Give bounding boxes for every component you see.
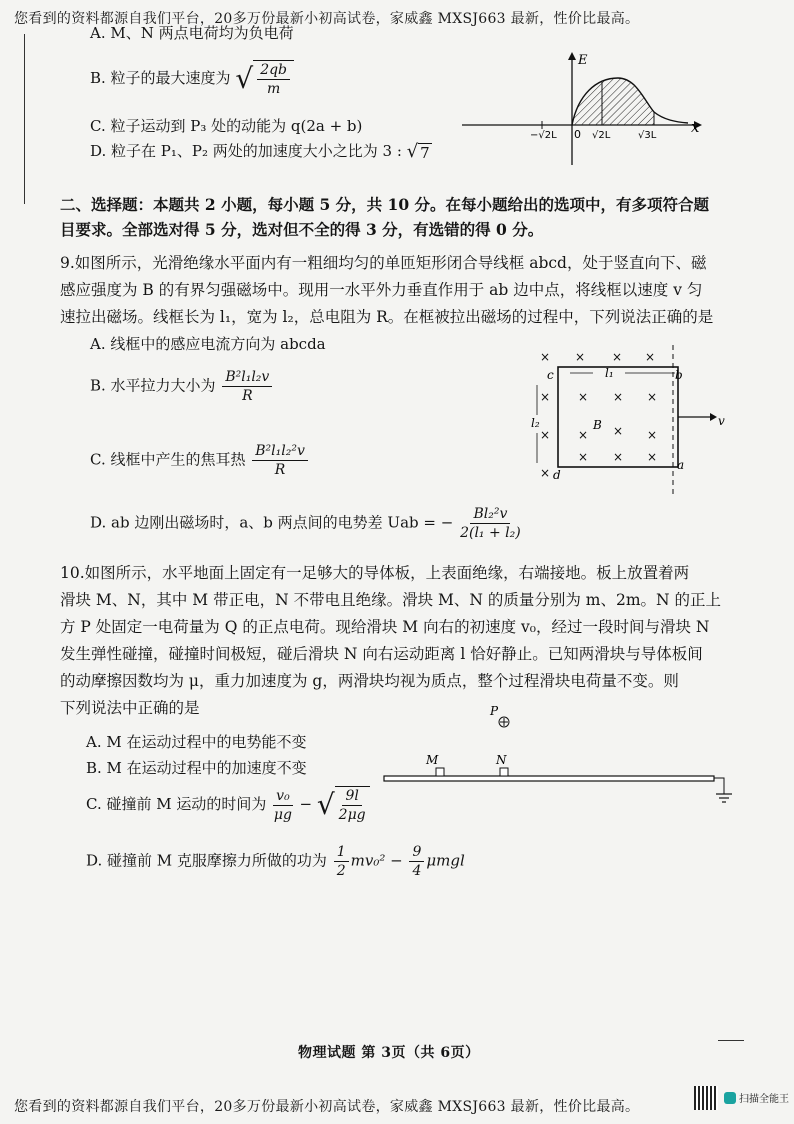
velocity-label: v <box>718 414 725 428</box>
slider-M <box>436 768 444 776</box>
shaded-area <box>572 78 654 125</box>
corner-b: b <box>675 368 683 382</box>
conductor-plate <box>384 776 714 781</box>
tick-sqrt3L: √3L <box>638 130 657 141</box>
svg-text:×: × <box>540 390 551 404</box>
svg-text:×: × <box>613 424 624 438</box>
svg-text:×: × <box>540 466 551 480</box>
q10-line3: 方 P 处固定一电荷量为 Q 的正点电荷。现给滑块 M 向右的初速度 v₀，经过一段时间与滑块 N <box>60 618 710 636</box>
corner-d: d <box>553 468 561 482</box>
corner-mark <box>718 1040 744 1041</box>
label-l1: l₁ <box>605 366 614 380</box>
q8-option-a: A. M、N 两点电荷均为负电荷 <box>90 24 294 42</box>
q10-line2: 滑块 M、N，其中 M 带正电，N 不带电且绝缘。滑块 M、N 的质量分别为 m、2m。N 的正上 <box>60 591 722 609</box>
svg-text:×: × <box>612 350 623 364</box>
tick-neg-sqrt2L: −√2L <box>530 130 557 141</box>
field-label-B: B <box>593 418 602 432</box>
q10-line5: 的动摩擦因数均为 μ，重力加速度为 g，两滑块均视为质点，整个过程滑块电荷量不变。则 <box>60 672 679 690</box>
q9-line2: 感应强度为 B 的有界匀强磁场中。现用一水平外力垂直作用于 ab 边中点，将线框以速度 v 匀 <box>60 281 703 299</box>
e-x-graph <box>458 50 708 168</box>
svg-text:×: × <box>575 350 586 364</box>
slider-N <box>500 768 508 776</box>
q8-option-b: B. 粒子的最大速度为 √ $\frac{2qb}{m}$ <box>90 60 294 98</box>
svg-text:×: × <box>578 390 589 404</box>
svg-text:×: × <box>647 450 658 464</box>
origin-label: 0 <box>574 128 581 141</box>
svg-text:×: × <box>540 428 551 442</box>
svg-text:×: × <box>647 428 658 442</box>
y-label: E <box>578 53 588 68</box>
q10-line1: 10.如图所示，水平地面上固定有一足够大的导体板，上表面绝缘，右端接地。板上放置着两 <box>60 564 690 582</box>
figure-q9-loop <box>525 345 735 497</box>
q9-line1: 9.如图所示，光滑绝缘水平面内有一粗细均匀的单匝矩形闭合导线框 abcd，处于竖直向下、磁 <box>60 254 707 272</box>
corner-c: c <box>547 368 554 382</box>
q10-line4: 发生弹性碰撞，碰撞时间极短，碰后滑块 N 向右运动距离 l 恰好静止。已知两滑块与导体板间 <box>60 645 703 663</box>
q9-option-a: A. 线框中的感应电流方向为 abcda <box>90 335 326 353</box>
section2-line2: 目要求。全部选对得 5 分，选对但不全的得 3 分，有选错的得 0 分。 <box>60 220 544 239</box>
top-banner: 您看到的资料都源自我们平台，20多万份最新小初高试卷，家威鑫 MXSJ663 最新，性价比最高。 <box>14 11 640 27</box>
svg-text:×: × <box>540 350 551 364</box>
svg-text:×: × <box>647 390 658 404</box>
q9-option-b: B. 水平拉力大小为 $\frac{\text{B²l₁l₂v}}{R}$ <box>90 368 274 405</box>
q8-option-d: D. 粒子在 P₁、P₂ 两处的加速度大小之比为 3 : √ 7 <box>90 141 430 162</box>
scanner-logo <box>724 1090 789 1105</box>
page-footer: 物理试题 第 3页（共 6页） <box>298 1045 480 1061</box>
q10-option-a: A. M 在运动过程中的电势能不变 <box>86 733 307 751</box>
qr-code-icon <box>694 1086 718 1110</box>
q10-option-b: B. M 在运动过程中的加速度不变 <box>86 759 307 777</box>
q10-line6: 下列说法中正确的是 <box>60 699 200 717</box>
svg-text:×: × <box>578 428 589 442</box>
corner-a: a <box>677 458 685 472</box>
q8-option-c: C. 粒子运动到 P₃ 处的动能为 q(2a + b) <box>90 117 363 135</box>
q10-option-d: D. 碰撞前 M 克服摩擦力所做的功为 $\frac{1}{2}$ mv₀² − $\frac{9}{4}$ μmgl <box>86 844 465 879</box>
x-label: x <box>691 118 700 136</box>
label-l2: l₂ <box>531 416 540 430</box>
scanner-logo-icon <box>724 1092 736 1104</box>
figure-q10-plate <box>380 700 740 810</box>
margin-line <box>24 34 25 204</box>
svg-text:×: × <box>578 450 589 464</box>
tick-sqrt2L: √2L <box>592 130 611 141</box>
scanner-brand: 扫描全能王 <box>739 1094 789 1105</box>
q9-option-c: C. 线框中产生的焦耳热 $\frac{\text{B²l₁l₂²v}}{R}$ <box>90 442 310 479</box>
svg-text:×: × <box>613 390 624 404</box>
charge-P-label: P <box>490 704 499 718</box>
bottom-banner: 您看到的资料都源自我们平台，20多万份最新小初高试卷，家威鑫 MXSJ663 最新，性价比最高。 <box>14 1099 640 1115</box>
q9-option-d: D. ab 边刚出磁场时，a、b 两点间的电势差 Uab = − $\frac{\text{Bl₂²v}}{\text{2(l₁ + l₂)}}$ <box>90 506 521 541</box>
q10-option-c: C. 碰撞前 M 运动的时间为 $\frac{\text{v₀}}{\mu g}$ − √ $\frac{9l}{2\mu g}$ <box>86 786 370 824</box>
slider-N-label: N <box>496 753 507 767</box>
section2-line1: 二、选择题：本题共 2 小题，每小题 5 分，共 10 分。在每小题给出的选项中，有多项符合题 <box>60 195 710 214</box>
q9-line3: 速拉出磁场。线框长为 l₁，宽为 l₂，总电阻为 R。在框被拉出磁场的过程中，下列说法正确的是 <box>60 308 714 326</box>
svg-text:×: × <box>645 350 656 364</box>
svg-text:×: × <box>613 450 624 464</box>
ground-wire <box>714 778 724 794</box>
slider-M-label: M <box>426 753 439 767</box>
